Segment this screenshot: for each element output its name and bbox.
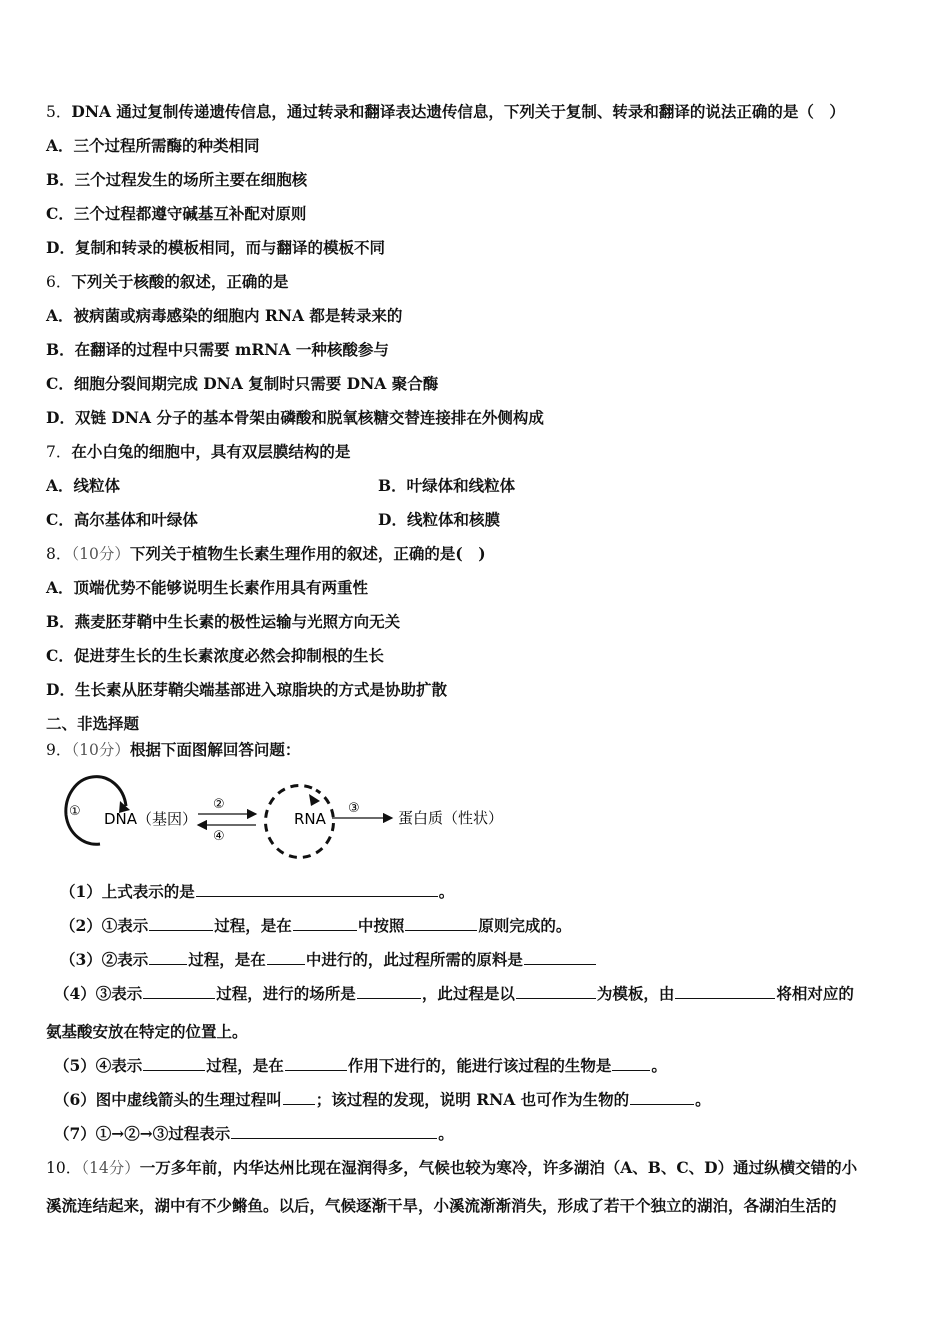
sub-text: 。 (438, 1124, 454, 1143)
q6-stem-text: 下列关于核酸的叙述，正确的是 (71, 272, 289, 291)
answer-blank[interactable] (267, 950, 305, 965)
option-text: 叶绿体和线粒体 (406, 476, 516, 495)
q7-option-c[interactable] (46, 510, 198, 530)
option-key: B． (46, 612, 75, 631)
dna-label: DNA（基因） (104, 810, 198, 828)
option-text: 顶端优势不能够说明生长素作用具有两重性 (73, 578, 369, 597)
q7-option-a[interactable] (46, 476, 120, 496)
answer-blank[interactable] (143, 984, 215, 999)
option-key: D． (46, 408, 75, 427)
circled-number-4: ④ (213, 829, 225, 844)
q8-option-d[interactable] (46, 680, 447, 700)
q7-option-d[interactable] (378, 510, 500, 530)
sub-text: ，此过程是以 (421, 984, 515, 1003)
q7-stem (46, 442, 350, 462)
q6-number: 6． (46, 273, 72, 291)
q9-subquestion-4-continued: 氨基酸安放在特定的位置上。 (46, 1022, 248, 1041)
circled-number-1: ① (69, 804, 81, 819)
option-key: A． (46, 578, 74, 597)
sub-text: （7）①→②→③过程表示 (54, 1124, 231, 1143)
option-text: 生长素从胚芽鞘尖端基部进入琼脂块的方式是协助扩散 (74, 680, 447, 699)
circled-number-3: ③ (348, 801, 360, 816)
option-key: B． (46, 170, 75, 189)
option-text: 双链 DNA 分子的基本骨架由磷酸和脱氧核糖交替连接排在外侧构成 (74, 408, 544, 427)
sub-text: ；该过程的发现，说明 RNA 也可作为生物的 (315, 1090, 630, 1109)
option-text: 复制和转录的模板相同，而与翻译的模板不同 (74, 238, 385, 257)
option-text: 三个过程都遵守碱基互补配对原则 (73, 204, 307, 223)
q6-option-b[interactable] (46, 340, 389, 360)
q10-score: （14分） (81, 1159, 140, 1177)
q6-option-a[interactable] (46, 306, 402, 326)
sub-text: 过程，是在 (206, 1056, 284, 1075)
option-key: C． (46, 646, 74, 665)
answer-blank[interactable] (630, 1090, 694, 1105)
sub-text: 。 (695, 1090, 711, 1109)
q5-stem (46, 102, 845, 122)
option-key: A． (46, 136, 74, 155)
q9-subquestion-3 (60, 950, 597, 970)
option-text: 三个过程所需酶的种类相同 (73, 136, 260, 155)
option-text: 促进芽生长的生长素浓度必然会抑制根的生长 (73, 646, 384, 665)
option-key: C． (46, 374, 74, 393)
q10-stem-line-2: 溪流连结起来，湖中有不少鳉鱼。以后，气候逐渐干旱，小溪流渐渐消失，形成了若干个独立的湖泊，各湖泊生活的 (46, 1196, 837, 1215)
q8-option-c[interactable] (46, 646, 384, 666)
answer-blank[interactable] (524, 950, 596, 965)
q9-stem (46, 740, 300, 760)
option-key: A． (46, 306, 74, 325)
answer-blank[interactable] (405, 916, 477, 931)
option-key: D． (46, 238, 75, 257)
answer-blank[interactable] (231, 1124, 437, 1139)
option-key: C． (46, 510, 74, 529)
option-key: D． (46, 680, 75, 699)
q8-stem-text: 下列关于植物生长素生理作用的叙述，正确的是( ) (129, 544, 486, 563)
q8-score: （10分） (71, 545, 130, 563)
sub-text: 中按照 (357, 916, 405, 935)
protein-label: 蛋白质（性状） (398, 809, 504, 827)
sub-text: （1）上式表示的是 (60, 882, 195, 901)
q7-number: 7． (46, 443, 72, 461)
q6-option-d[interactable] (46, 408, 544, 428)
answer-blank[interactable] (293, 916, 357, 931)
q5-option-d[interactable] (46, 238, 385, 258)
sub-text: （2）①表示 (60, 916, 149, 935)
q10-number: 10． (46, 1159, 82, 1177)
q9-score: （10分） (71, 741, 130, 759)
q8-option-b[interactable] (46, 612, 400, 632)
sub-text: 过程，进行的场所是 (216, 984, 356, 1003)
sub-text: 。 (438, 882, 455, 901)
q9-subquestion-1 (60, 882, 454, 902)
circled-number-2: ② (213, 797, 225, 812)
q7-option-b[interactable] (378, 476, 515, 496)
q8-option-a[interactable] (46, 578, 368, 598)
q10-stem-line-1 (46, 1158, 857, 1178)
q7-stem-text: 在小白兔的细胞中，具有双层膜结构的是 (71, 442, 351, 461)
answer-blank[interactable] (149, 950, 187, 965)
answer-blank[interactable] (516, 984, 596, 999)
q8-number: 8． (46, 545, 72, 563)
answer-blank[interactable] (149, 916, 213, 931)
q9-subquestion-5 (54, 1056, 667, 1076)
sub-text: 。 (651, 1056, 667, 1075)
option-text: 在翻译的过程中只需要 mRNA 一种核酸参与 (74, 340, 389, 359)
option-text: 细胞分裂间期完成 DNA 复制时只需要 DNA 聚合酶 (73, 374, 439, 393)
q9-number: 9． (46, 741, 72, 759)
q9-stem-text: 根据下面图解回答问题： (129, 740, 301, 759)
answer-blank[interactable] (675, 984, 775, 999)
sub-text: 原则完成的。 (478, 916, 572, 935)
option-key: B． (378, 476, 407, 495)
option-text: 三个过程发生的场所主要在细胞核 (74, 170, 308, 189)
q5-number: 5． (46, 103, 72, 121)
sub-text: 过程，是在 (214, 916, 292, 935)
q5-stem-text: DNA 通过复制传递遗传信息，通过转录和翻译表达遗传信息，下列关于复制、转录和翻译的说法正确的是（ ） (71, 102, 845, 121)
option-key: A． (46, 476, 74, 495)
answer-blank[interactable] (143, 1056, 205, 1071)
sub-text: 作用下进行的，能进行该过程的生物是 (347, 1056, 612, 1075)
option-text: 高尔基体和叶绿体 (73, 510, 198, 529)
q9-subquestion-6 (54, 1090, 711, 1110)
sub-text: 为模板，由 (596, 984, 675, 1003)
answer-blank[interactable] (612, 1056, 650, 1071)
sub-text: 中进行的，此过程所需的原料是 (305, 950, 523, 969)
q10-line-1-text: 一万多年前，内华达州比现在湿润得多，气候也较为寒冷，许多湖泊（A、B、C、D）通过纵横交错的小 (139, 1158, 858, 1177)
q9-subquestion-4 (54, 984, 854, 1004)
sub-text: （3）②表示 (60, 950, 149, 969)
sub-text: 将相对应的 (776, 984, 854, 1003)
q9-subquestion-2 (60, 916, 571, 936)
option-key: C． (46, 204, 74, 223)
sub-text: （6）图中虚线箭头的生理过程叫 (54, 1090, 282, 1109)
q5-option-a[interactable] (46, 136, 260, 156)
option-key: B． (46, 340, 75, 359)
sub-text: （4）③表示 (54, 984, 143, 1003)
section-heading: 二、非选择题 (46, 714, 140, 733)
central-dogma-diagram (58, 770, 518, 860)
q6-stem (46, 272, 288, 292)
q5-option-b[interactable] (46, 170, 307, 190)
sub-text: 过程，是在 (188, 950, 266, 969)
answer-blank[interactable] (196, 882, 438, 897)
option-text: 线粒体和核膜 (406, 510, 500, 529)
option-key: D． (378, 510, 407, 529)
option-text: 被病菌或病毒感染的细胞内 RNA 都是转录来的 (73, 306, 403, 325)
q8-stem (46, 544, 486, 564)
sub-text: （5）④表示 (54, 1056, 143, 1075)
q9-subquestion-7 (54, 1124, 454, 1144)
option-text: 线粒体 (73, 476, 121, 495)
rna-replication-arrowhead (309, 794, 320, 806)
answer-blank[interactable] (357, 984, 421, 999)
answer-blank[interactable] (283, 1090, 315, 1105)
q6-option-c[interactable] (46, 374, 438, 394)
rna-label: RNA (294, 810, 326, 828)
option-text: 燕麦胚芽鞘中生长素的极性运输与光照方向无关 (74, 612, 401, 631)
answer-blank[interactable] (285, 1056, 347, 1071)
q5-option-c[interactable] (46, 204, 306, 224)
